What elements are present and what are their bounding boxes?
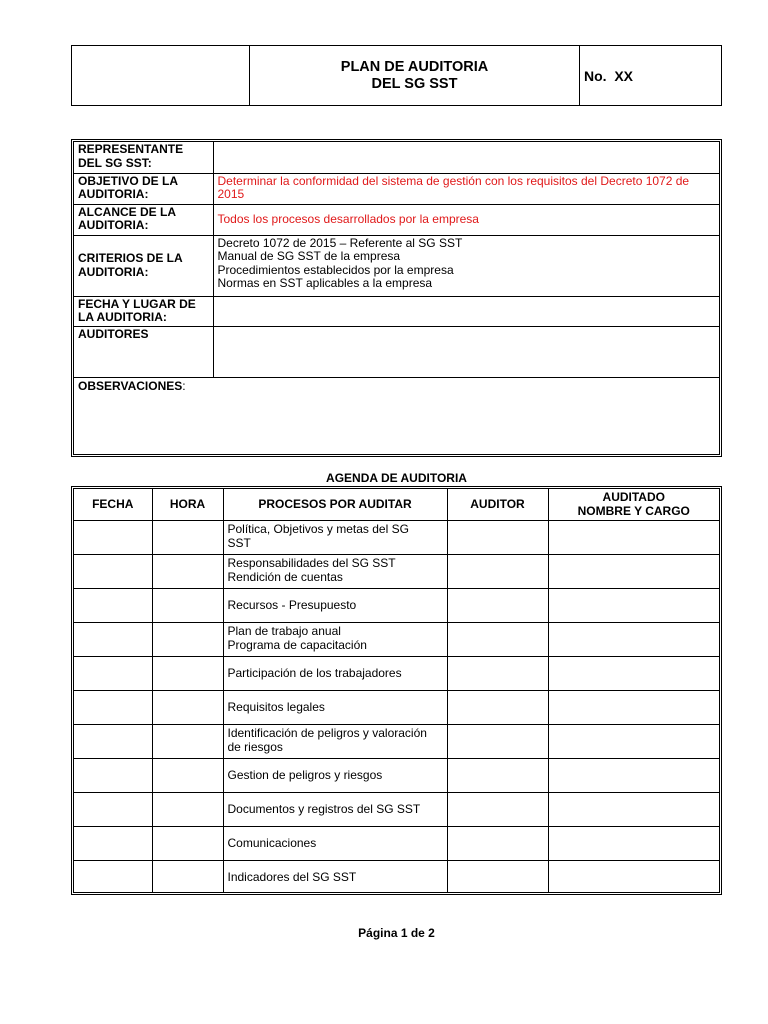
proceso-line: Participación de los trabajadores [227, 666, 402, 680]
header-hora: HORA [152, 489, 223, 520]
fecha-cell[interactable] [74, 622, 152, 656]
hora-cell[interactable] [152, 690, 223, 724]
agenda-row [74, 860, 719, 893]
info-value[interactable] [213, 235, 719, 296]
agenda-row [74, 724, 719, 758]
auditado-cell[interactable] [548, 520, 719, 554]
info-row-alcance [74, 204, 719, 235]
hora-cell[interactable] [152, 588, 223, 622]
auditor-cell[interactable] [447, 860, 548, 893]
agenda-title: AGENDA DE AUDITORIA [326, 471, 467, 485]
info-value[interactable] [213, 296, 719, 326]
hora-cell[interactable] [152, 826, 223, 860]
info-label: ALCANCE DE LA AUDITORIA: [74, 204, 213, 235]
proceso-line: Identificación de peligros y valoración [227, 725, 427, 740]
auditado-cell[interactable] [548, 656, 719, 690]
hora-cell[interactable] [152, 554, 223, 588]
criterio-line: Procedimientos establecidos por la empresa [217, 262, 454, 277]
proceso-line: Comunicaciones [227, 836, 317, 850]
info-value[interactable]: Determinar la conformidad del sistema de gestión con los requisitos del Decreto 1072 de 2015 [213, 173, 719, 204]
proceso-line: Indicadores del SG SST [227, 869, 357, 884]
auditado-cell[interactable] [548, 554, 719, 588]
proceso-line: Recursos - Presupuesto [227, 598, 357, 612]
header-auditado [548, 489, 719, 520]
info-label: REPRESENTANTE DEL SG SST: [74, 142, 213, 173]
agenda-row [74, 588, 719, 622]
info-row-criterios [74, 235, 719, 296]
header-auditado-line2: NOMBRE Y CARGO [577, 504, 690, 519]
auditado-cell[interactable] [548, 860, 719, 893]
proceso-cell [223, 758, 447, 792]
agenda-table [74, 489, 719, 893]
fecha-cell[interactable] [74, 826, 152, 860]
info-label: FECHA Y LUGAR DE LA AUDITORIA: [74, 296, 213, 326]
auditor-cell[interactable] [447, 520, 548, 554]
info-row-auditores [74, 326, 719, 377]
agenda-box [71, 486, 722, 895]
info-row-fecha-lugar [74, 296, 719, 326]
agenda-row [74, 826, 719, 860]
hora-cell[interactable] [152, 656, 223, 690]
proceso-line: Gestion de peligros y riesgos [227, 768, 383, 782]
proceso-cell [223, 520, 447, 554]
fecha-cell[interactable] [74, 792, 152, 826]
info-label: OBJETIVO DE LA AUDITORIA: [74, 173, 213, 204]
auditor-cell[interactable] [447, 758, 548, 792]
auditado-cell[interactable] [548, 792, 719, 826]
auditado-cell[interactable] [548, 826, 719, 860]
fecha-cell[interactable] [74, 724, 152, 758]
proceso-cell [223, 656, 447, 690]
proceso-cell [223, 724, 447, 758]
hora-cell[interactable] [152, 792, 223, 826]
auditor-cell[interactable] [447, 826, 548, 860]
proceso-cell [223, 792, 447, 826]
header-auditor: AUDITOR [447, 489, 548, 520]
audit-info-table [74, 142, 719, 454]
agenda-row [74, 656, 719, 690]
proceso-line: Política, Objetivos y metas del SG [227, 521, 409, 536]
hora-cell[interactable] [152, 622, 223, 656]
auditor-cell[interactable] [447, 622, 548, 656]
observations-label: OBSERVACIONES [78, 378, 183, 393]
proceso-cell [223, 554, 447, 588]
info-value[interactable] [213, 326, 719, 377]
proceso-line: SST [227, 535, 251, 550]
auditor-cell[interactable] [447, 690, 548, 724]
header-auditado-line1: AUDITADO [602, 490, 665, 505]
document-header [71, 45, 722, 106]
fecha-cell[interactable] [74, 860, 152, 893]
fecha-cell[interactable] [74, 520, 152, 554]
header-fecha: FECHA [74, 489, 152, 520]
fecha-cell[interactable] [74, 554, 152, 588]
auditado-cell[interactable] [548, 588, 719, 622]
info-label: AUDITORES [74, 326, 213, 377]
agenda-header-row [74, 489, 719, 520]
fecha-cell[interactable] [74, 588, 152, 622]
page-number: Página 1 de 2 [358, 926, 435, 940]
proceso-line: Responsabilidades del SG SST [227, 555, 396, 570]
observations-colon: : [182, 378, 186, 393]
proceso-line: Plan de trabajo anual [227, 623, 341, 638]
agenda-row [74, 554, 719, 588]
fecha-cell[interactable] [74, 690, 152, 724]
observations-field[interactable] [74, 377, 719, 454]
proceso-line: Rendición de cuentas [227, 569, 343, 584]
criterio-line: Decreto 1072 de 2015 – Referente al SG SST [217, 235, 463, 250]
auditor-cell[interactable] [447, 724, 548, 758]
proceso-line: Requisitos legales [227, 700, 325, 714]
auditado-cell[interactable] [548, 690, 719, 724]
auditor-cell[interactable] [447, 588, 548, 622]
title-line-2: DEL SG SST [371, 75, 458, 92]
info-row-observaciones [74, 377, 719, 454]
agenda-row [74, 758, 719, 792]
proceso-cell [223, 588, 447, 622]
agenda-row [74, 520, 719, 554]
info-row-representante [74, 142, 719, 173]
proceso-cell [223, 622, 447, 656]
auditor-cell[interactable] [447, 656, 548, 690]
proceso-cell [223, 690, 447, 724]
auditado-cell[interactable] [548, 622, 719, 656]
logo-placeholder [72, 46, 250, 105]
title-line-1: PLAN DE AUDITORIA [340, 58, 489, 75]
fecha-cell[interactable] [74, 656, 152, 690]
proceso-cell [223, 860, 447, 893]
auditado-cell[interactable] [548, 758, 719, 792]
info-value[interactable]: Todos los procesos desarrollados por la empresa [213, 204, 719, 235]
fecha-cell[interactable] [74, 758, 152, 792]
info-label: CRITERIOS DE LA AUDITORIA: [74, 235, 213, 296]
agenda-row [74, 792, 719, 826]
criterio-line: Manual de SG SST de la empresa [217, 249, 401, 263]
hora-cell[interactable] [152, 724, 223, 758]
proceso-line: Documentos y registros del SG SST [227, 802, 421, 816]
criterio-line: Normas en SST aplicables a la empresa [217, 276, 433, 290]
document-title [250, 46, 580, 105]
auditor-cell[interactable] [447, 792, 548, 826]
info-row-objetivo [74, 173, 719, 204]
proceso-line: de riesgos [227, 739, 283, 754]
header-procesos: PROCESOS POR AUDITAR [223, 489, 447, 520]
hora-cell[interactable] [152, 758, 223, 792]
hora-cell[interactable] [152, 520, 223, 554]
hora-cell[interactable] [152, 860, 223, 893]
agenda-row [74, 690, 719, 724]
auditor-cell[interactable] [447, 554, 548, 588]
audit-info-box [71, 139, 722, 457]
info-value[interactable] [213, 142, 719, 173]
document-number: No. XX [584, 67, 634, 84]
agenda-row [74, 622, 719, 656]
proceso-line: Programa de capacitación [227, 637, 367, 652]
proceso-cell [223, 826, 447, 860]
auditado-cell[interactable] [548, 724, 719, 758]
